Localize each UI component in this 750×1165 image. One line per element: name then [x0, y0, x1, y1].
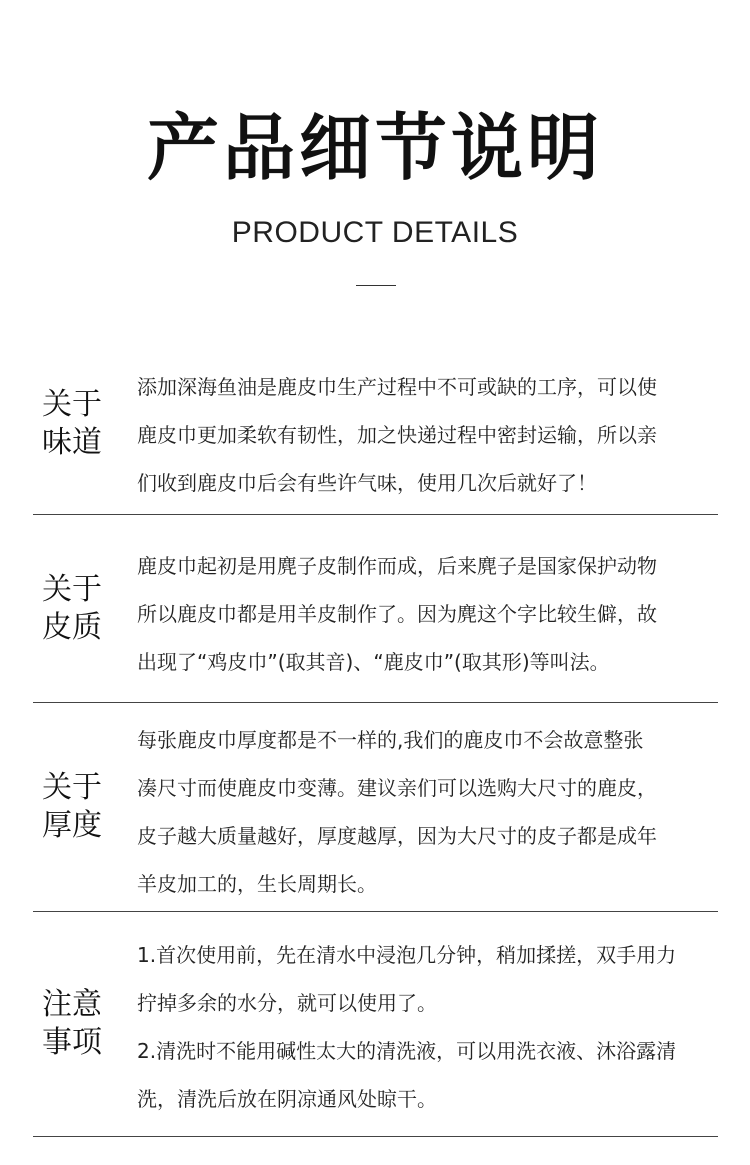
section-label [42, 386, 112, 462]
section-text [137, 716, 727, 908]
section-label [42, 986, 112, 1062]
text-line: 们收到鹿皮巾后会有些许气味，使用几次后就好了！ [137, 471, 597, 495]
text-line: 1.首次使用前，先在清水中浸泡几分钟，稍加揉搓，双手用力 [137, 943, 677, 967]
section-text [137, 931, 727, 1123]
section-label [42, 571, 112, 647]
section-divider [33, 1136, 718, 1137]
section-label-line2: 厚度 [42, 808, 102, 843]
section-text [137, 363, 727, 507]
text-line: 拧掉多余的水分，就可以使用了。 [137, 991, 437, 1015]
section-notes [33, 912, 718, 1137]
text-line: 鹿皮巾起初是用麂子皮制作而成，后来麂子是国家保护动物 [137, 554, 657, 578]
section-thickness [33, 703, 718, 912]
text-line: 出现了“鸡皮巾”(取其音)、“鹿皮巾”(取其形)等叫法。 [137, 650, 610, 674]
section-text [137, 542, 727, 686]
section-material [33, 515, 718, 703]
text-line: 添加深海鱼油是鹿皮巾生产过程中不可或缺的工序，可以使 [137, 375, 657, 399]
text-line: 凑尺寸而使鹿皮巾变薄。建议亲们可以选购大尺寸的鹿皮， [137, 776, 657, 800]
section-label [42, 769, 112, 845]
text-line: 所以鹿皮巾都是用羊皮制作了。因为麂这个字比较生僻，故 [137, 602, 657, 626]
text-line: 2.清洗时不能用碱性太大的清洗液，可以用洗衣液、沐浴露清 [137, 1039, 677, 1063]
page-title: 产品细节说明 [146, 106, 603, 190]
section-taste [33, 340, 718, 515]
page-subtitle: PRODUCT DETAILS [231, 216, 519, 249]
section-label-line2: 皮质 [42, 610, 102, 645]
text-line: 羊皮加工的，生长周期长。 [137, 872, 377, 896]
title-underline [356, 285, 396, 286]
section-label-line2: 事项 [42, 1025, 102, 1060]
section-label-line1: 关于 [42, 770, 102, 805]
section-label-line2: 味道 [42, 425, 102, 460]
section-label-line1: 注意 [42, 987, 102, 1022]
text-line: 鹿皮巾更加柔软有韧性，加之快递过程中密封运输，所以亲 [137, 423, 657, 447]
text-line: 每张鹿皮巾厚度都是不一样的,我们的鹿皮巾不会故意整张 [137, 728, 644, 752]
text-line: 皮子越大质量越好，厚度越厚，因为大尺寸的皮子都是成年 [137, 824, 657, 848]
text-line: 洗，清洗后放在阴凉通风处晾干。 [137, 1087, 437, 1111]
section-label-line1: 关于 [42, 387, 102, 422]
section-label-line1: 关于 [42, 572, 102, 607]
